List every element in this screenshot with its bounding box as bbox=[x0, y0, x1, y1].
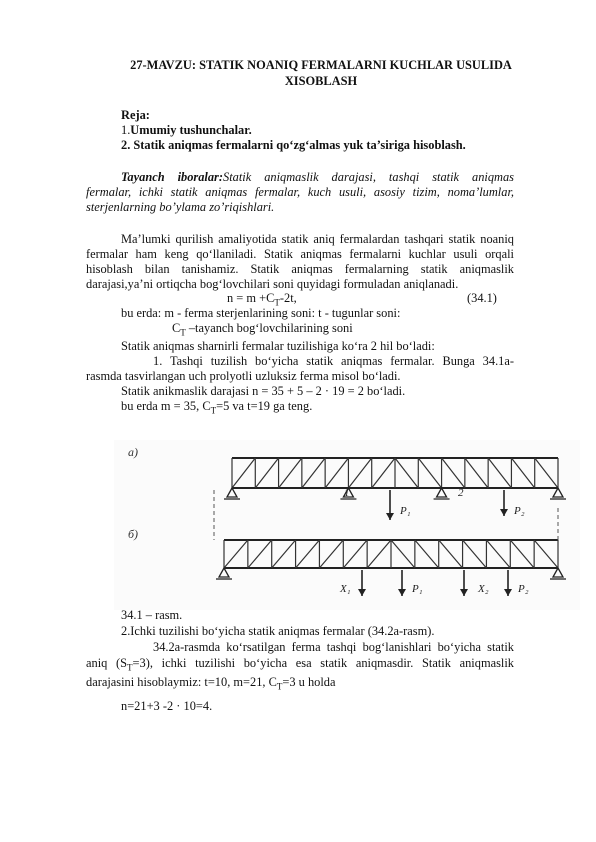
plan-item-1-text: Umumiy tushunchalar. bbox=[130, 123, 252, 137]
internal-line2-a: aniq (S bbox=[86, 656, 128, 670]
where-line2-sub: T bbox=[180, 327, 186, 338]
figure-label-top: 1 bbox=[344, 487, 350, 499]
plan-item-1 bbox=[121, 123, 252, 138]
formula-part-a: n = m +C bbox=[227, 291, 275, 305]
where2-a: bu erda m = 35, C bbox=[121, 399, 211, 413]
truss-figure bbox=[114, 440, 580, 610]
figure-label-bottom: X₁ bbox=[340, 583, 351, 595]
figure-caption: 34.1 – rasm. bbox=[121, 608, 183, 622]
para1-line2: fermalar ham keng qo‘llaniladi. Statik aniqmas fermalarni kuchlar usuli orqali bbox=[86, 247, 514, 261]
figure-label-bottom: P₂ bbox=[518, 583, 529, 595]
external-line2: rasmda tasvirlangan uch prolyotli uzluksiz ferma misol bo‘ladi. bbox=[86, 369, 401, 383]
where-line1: bu erda: m - ferma sterjenlarining soni: t - tugunlar soni: bbox=[121, 306, 401, 320]
figure-label-top: P₁ bbox=[400, 505, 411, 517]
internal-line3-b: =3 u holda bbox=[282, 675, 336, 689]
where-line2 bbox=[172, 321, 353, 340]
internal-line2-sub: T bbox=[127, 662, 133, 673]
para1-line4: darajasi,ya’ni ortiqcha bog‘lovchilari soni quyidagi formuladan aniqlanadi. bbox=[86, 277, 459, 291]
figure-label-top: 2 bbox=[458, 487, 464, 499]
formula-part-b: -2t, bbox=[279, 291, 297, 305]
internal-line2-b: =3), ichki tuzilishi bo‘yicha esa statik aniqmasdir. Statik aniqmaslik bbox=[132, 656, 514, 670]
calc-line: Statik anikmaslik darajasi n = 35 + 5 – 2 · 19 = 2 bo‘ladi. bbox=[121, 384, 406, 398]
where2-b: =5 va t=19 ga teng. bbox=[216, 399, 313, 413]
figure-label-bottom: X₂ bbox=[478, 583, 489, 595]
figure-label-top: P₂ bbox=[514, 505, 525, 517]
plan-item-1-number: 1. bbox=[121, 123, 131, 137]
keywords-line3: sterjenlarning bo’ylama zo’riqishlari. bbox=[86, 200, 275, 214]
figure-label-b: б) bbox=[128, 527, 139, 541]
keywords-text-1: Statik aniqmaslik darajasi, tashqi statik aniqmas bbox=[223, 170, 515, 184]
where-line2-b: –tayanch bog‘lovchilarining soni bbox=[185, 321, 353, 335]
para1-line3: hisoblash bilan tanishamiz. Statik aniqmas fermalarning statik aniqmaslik bbox=[86, 262, 514, 276]
plan-label: Reja: bbox=[121, 108, 150, 122]
page-title-line1: 27-MAVZU: STATIK NOANIQ FERMALARNI KUCHLAR USULIDA bbox=[130, 58, 512, 72]
internal-line1: 34.2a-rasmda ko‘rsatilgan ferma tashqi bog‘lanishlari bo‘yicha statik bbox=[153, 640, 514, 654]
internal-line3-sub: T bbox=[276, 681, 283, 692]
internal-line3-a: darajasini hisoblaymiz: t=10, m=21, C bbox=[86, 675, 277, 689]
figure-label-bottom: P₁ bbox=[412, 583, 423, 595]
keywords-label: Tayanch iboralar: bbox=[121, 170, 224, 184]
para1-line1: Ma’lumki qurilish amaliyotida statik aniq fermalardan tashqari statik noaniq bbox=[121, 232, 514, 246]
internal-line2 bbox=[86, 656, 514, 675]
keywords-line1 bbox=[121, 170, 514, 185]
page-title-line2: XISOBLASH bbox=[284, 74, 358, 88]
final-line: n=21+3 -2 · 10=4. bbox=[121, 699, 213, 713]
where-line2-a: C bbox=[172, 321, 181, 335]
figure-label-a: a) bbox=[128, 445, 138, 459]
keywords-line2: fermalar, ichki statik aniqmas fermalar, kuch usuli, asosiy tizim, noma’lumlar, bbox=[86, 185, 514, 199]
internal-line3 bbox=[86, 675, 335, 694]
internal-heading: 2.Ichki tuzilishi bo‘yicha statik aniqmas fermalar (34.2a-rasm). bbox=[121, 624, 435, 638]
formula-sub: T bbox=[274, 297, 280, 308]
plan-item-2: 2. Statik aniqmas fermalarni qo‘zg‘almas yuk ta’siriga hisoblash. bbox=[121, 138, 466, 152]
where2-line bbox=[121, 399, 312, 418]
hinges-line: Statik aniqmas sharnirli fermalar tuzilishiga ko‘ra 2 hil bo‘ladi: bbox=[121, 339, 435, 353]
formula-number: (34.1) bbox=[467, 291, 497, 305]
external-line1: 1. Tashqi tuzilish bo‘yicha statik aniqmas fermalar. Bunga 34.1a- bbox=[153, 354, 514, 368]
where2-sub: T bbox=[210, 405, 217, 416]
